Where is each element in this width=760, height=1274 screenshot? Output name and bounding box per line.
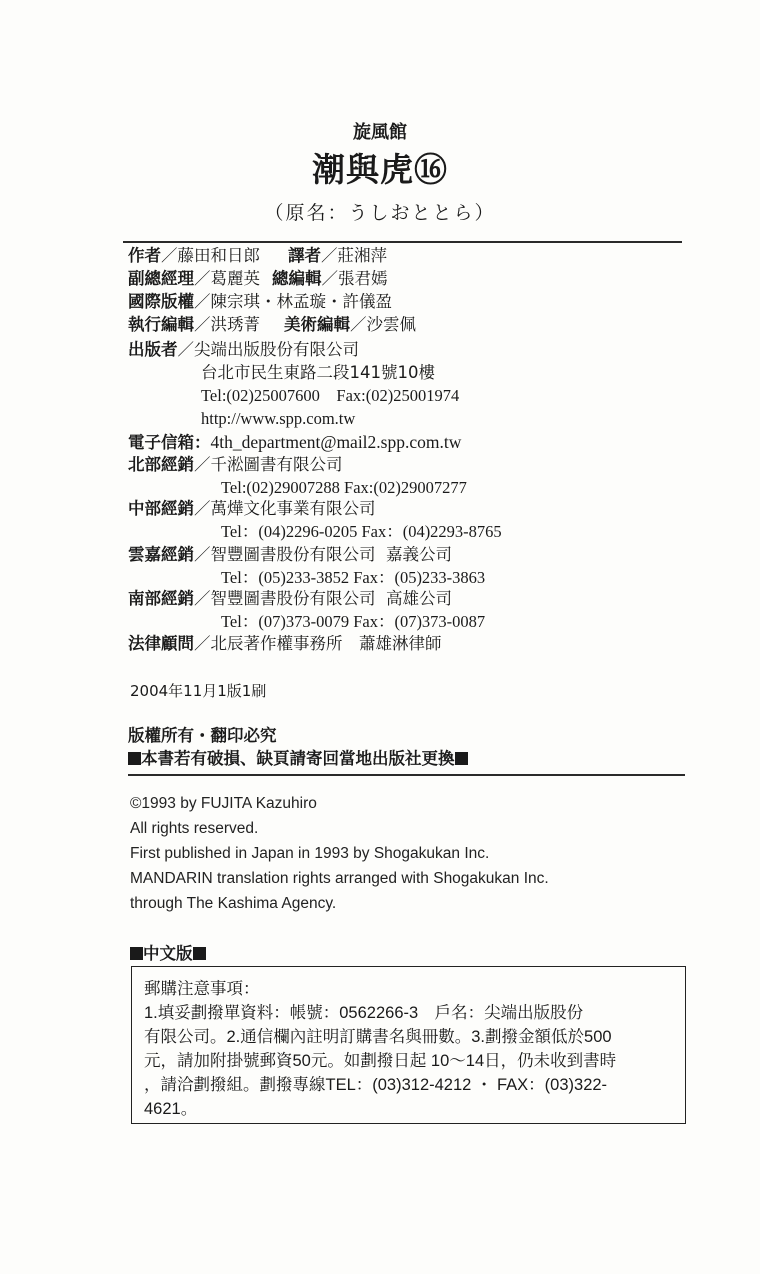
south-distributor-phone: Tel：(07)373-0079 Fax：(07)373-0087 bbox=[221, 612, 486, 631]
credit-north-distributor: 北部經銷／千淞圖書有限公司 bbox=[128, 455, 343, 474]
credit-author-translator: 作者／藤田和日郎 譯者／莊湘萍 bbox=[128, 246, 387, 265]
credit-central-distributor: 中部經銷／萬燁文化事業有限公司 bbox=[128, 499, 376, 518]
credit-legal-counsel: 法律顧問／北辰著作權事務所 蕭雄淋律師 bbox=[128, 634, 442, 653]
mail-order-line: ，請洽劃撥組。劃撥專線TEL：(03)312-4212 ・ FAX：(03)322- bbox=[144, 1076, 608, 1094]
credit-email: 電子信箱：4th_department@mail2.spp.com.tw bbox=[128, 432, 462, 452]
book-title: 潮與虎⑯ bbox=[312, 150, 448, 189]
top-divider bbox=[123, 241, 682, 243]
mail-order-line: 4621。 bbox=[144, 1100, 198, 1118]
first-published-line: First published in Japan in 1993 by Shogakukan Inc. bbox=[130, 845, 490, 862]
central-distributor-phone: Tel：(04)2296-0205 Fax：(04)2293-8765 bbox=[221, 522, 502, 541]
publisher-phone-fax: Tel:(02)25007600 Fax:(02)25001974 bbox=[201, 386, 460, 405]
damaged-copy-notice: 本書若有破損、缺頁請寄回當地出版社更換 bbox=[128, 745, 468, 769]
agency-line: through The Kashima Agency. bbox=[130, 895, 337, 912]
edition-date: 2004年11月1版1刷 bbox=[130, 682, 267, 700]
chinese-edition-label: 中文版 bbox=[130, 940, 206, 964]
square-bullet-icon bbox=[455, 752, 468, 765]
credit-editors: 執行編輯／洪琇菁 美術編輯／沙雲佩 bbox=[128, 315, 416, 334]
square-bullet-icon bbox=[130, 947, 143, 960]
middle-divider bbox=[128, 774, 685, 776]
mail-order-text bbox=[144, 977, 616, 1121]
credit-chiayi-distributor: 雲嘉經銷／智豐圖書股份有限公司 嘉義公司 bbox=[128, 545, 452, 564]
credit-publisher: 出版者／尖端出版股份有限公司 bbox=[128, 340, 359, 359]
publisher-website[interactable]: http://www.spp.com.tw bbox=[201, 409, 356, 428]
square-bullet-icon bbox=[128, 752, 141, 765]
mail-order-notice-box bbox=[131, 966, 686, 1124]
north-distributor-phone: Tel:(02)29007288 Fax:(02)29007277 bbox=[221, 478, 467, 497]
publisher-imprint: 旋風館 bbox=[353, 122, 407, 143]
mail-order-line: 有限公司。2.通信欄內註明訂購書名與冊數。3.劃撥金額低於500 bbox=[144, 1028, 612, 1046]
copyright-line: ©1993 by FUJITA Kazuhiro bbox=[130, 795, 317, 812]
credit-south-distributor: 南部經銷／智豐圖書股份有限公司 高雄公司 bbox=[128, 589, 452, 608]
chiayi-distributor-phone: Tel：(05)233-3852 Fax：(05)233-3863 bbox=[221, 568, 486, 587]
square-bullet-icon bbox=[193, 947, 206, 960]
mail-order-title: 郵購注意事項： bbox=[144, 980, 260, 998]
publisher-address: 台北市民生東路二段141號10樓 bbox=[201, 363, 435, 382]
original-title: （原名：うしおととら） bbox=[264, 202, 496, 224]
mail-order-line: 元，請加附掛號郵資50元。如劃撥日起 10～14日，仍未收到書時 bbox=[144, 1052, 617, 1070]
credit-managers: 副總經理／葛麗英 總編輯／張君嫣 bbox=[128, 269, 388, 288]
email-address[interactable]: 4th_department@mail2.spp.com.tw bbox=[210, 432, 462, 452]
credit-intl-rights: 國際版權／陳宗琪・林孟璇・許儀盈 bbox=[128, 292, 392, 311]
rights-reserved-notice: 版權所有・翻印必究 bbox=[128, 726, 277, 745]
all-rights-line: All rights reserved. bbox=[130, 820, 259, 837]
translation-rights-line: MANDARIN translation rights arranged with Shogakukan Inc. bbox=[130, 870, 549, 887]
mail-order-line: 1.填妥劃撥單資料：帳號：0562266-3 戶名：尖端出版股份 bbox=[144, 1004, 584, 1022]
